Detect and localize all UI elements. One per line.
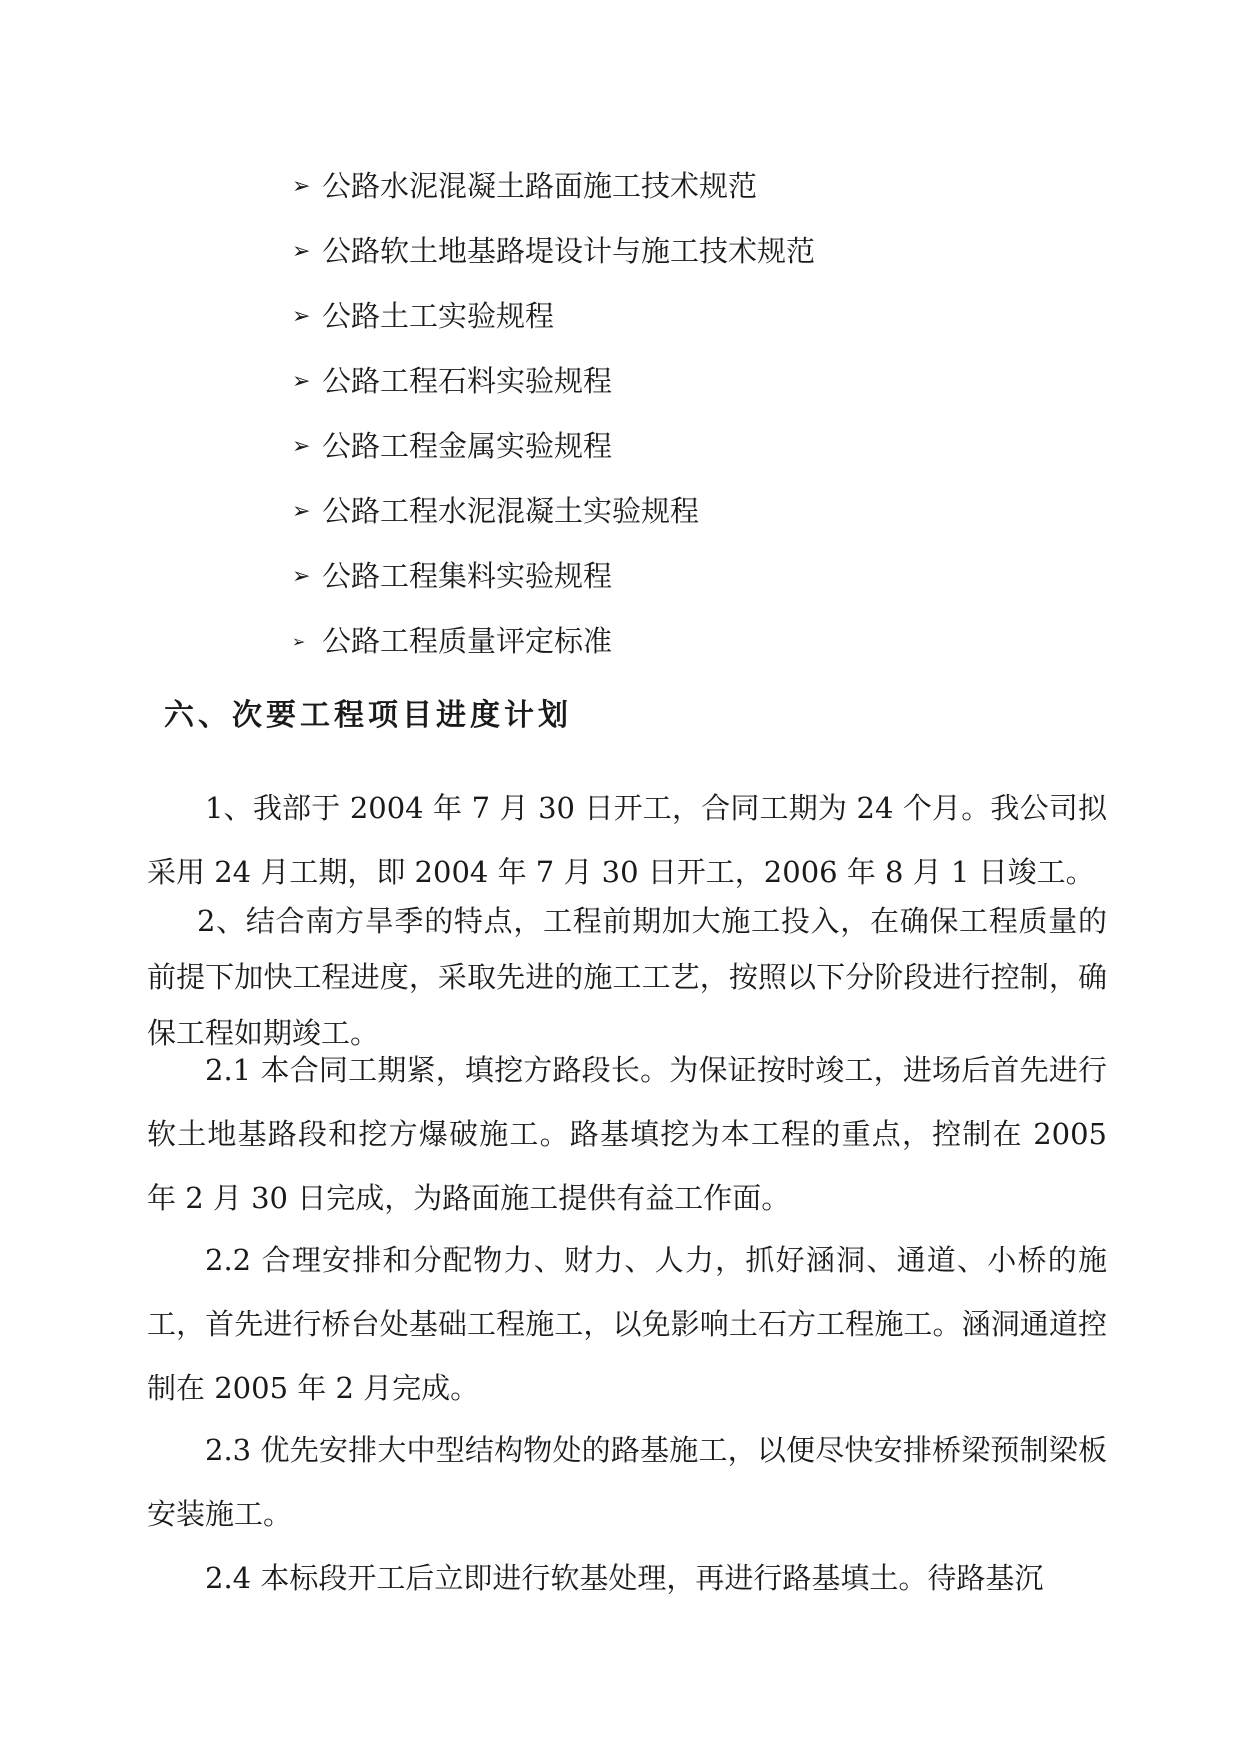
- list-item: [292, 349, 815, 414]
- section-heading: 六、次要工程项目进度计划: [164, 698, 572, 733]
- paragraph-1: 1、我部于 2004 年 7 月 30 日开工，合同工期为 24 个月。我公司拟采用 24 月工期，即 2004 年 7 月 30 日开工，2006 年 8 月 1 日竣工。: [147, 791, 1107, 889]
- standards-list: [292, 154, 815, 674]
- paragraph-2-4: 2.4 本标段开工后立即进行软基处理，再进行路基填土。待路基沉: [205, 1561, 1044, 1595]
- arrow-bullet-icon: ➢: [292, 564, 311, 589]
- list-item-text: 公路水泥混凝土路面施工技术规范: [322, 169, 758, 203]
- arrow-bullet-icon: ➢: [292, 632, 306, 651]
- arrow-bullet-icon: ➢: [292, 369, 311, 394]
- list-item: [292, 544, 815, 609]
- list-item: [292, 284, 815, 349]
- list-item-text: 公路工程质量评定标准: [322, 624, 613, 658]
- arrow-bullet-icon: ➢: [292, 174, 311, 199]
- list-item: [292, 479, 815, 544]
- paragraph-2-1: 2.1 本合同工期紧，填挖方路段长。为保证按时竣工，进场后首先进行软土地基路段和挖方爆破施工。路基填挖为本工程的重点，控制在 2005 年 2 月 30 日完成，为路面施工提供有益工作面。: [147, 1053, 1107, 1215]
- paragraph-2-3: 2.3 优先安排大中型结构物处的路基施工，以便尽快安排桥梁预制梁板安装施工。: [147, 1433, 1107, 1531]
- list-item-text: 公路土工实验规程: [322, 299, 555, 333]
- arrow-bullet-icon: ➢: [292, 434, 311, 459]
- arrow-bullet-icon: ➢: [292, 499, 311, 524]
- list-item-text: 公路工程集料实验规程: [322, 559, 613, 593]
- list-item: [292, 219, 815, 284]
- list-item: [292, 609, 815, 674]
- list-item-text: 公路工程水泥混凝土实验规程: [322, 494, 700, 528]
- list-item: [292, 414, 815, 479]
- list-item-text: 公路工程石料实验规程: [322, 364, 613, 398]
- list-item: [292, 154, 815, 219]
- list-item-text: 公路工程金属实验规程: [322, 429, 613, 463]
- paragraph-2: 2、结合南方旱季的特点，工程前期加大施工投入，在确保工程质量的前提下加快工程进度，采取先进的施工工艺，按照以下分阶段进行控制，确保工程如期竣工。: [147, 904, 1107, 1050]
- arrow-bullet-icon: ➢: [292, 304, 311, 329]
- paragraph-2-2: 2.2 合理安排和分配物力、财力、人力，抓好涵洞、通道、小桥的施工，首先进行桥台处基础工程施工，以免影响土石方工程施工。涵洞通道控制在 2005 年 2 月完成。: [147, 1243, 1107, 1405]
- list-item-text: 公路软土地基路堤设计与施工技术规范: [322, 234, 816, 268]
- arrow-bullet-icon: ➢: [292, 239, 311, 264]
